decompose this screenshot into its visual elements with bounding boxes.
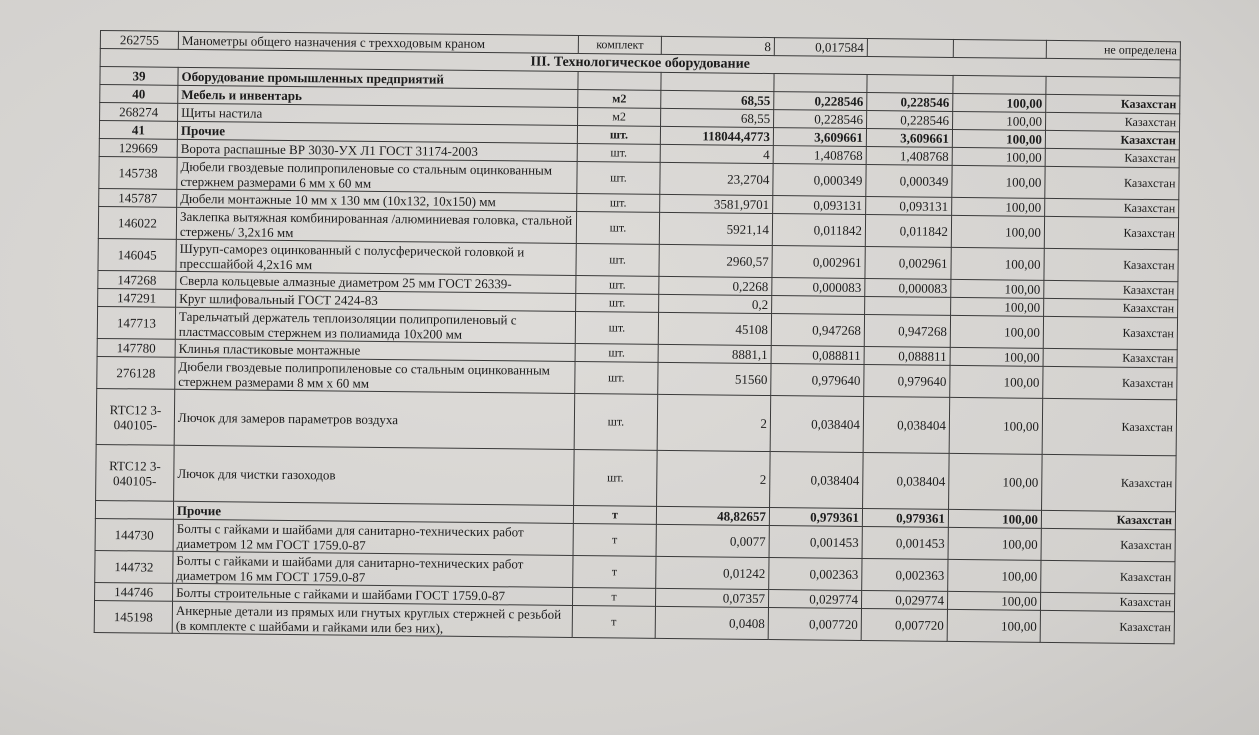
cell-name: Тарельчатый держатель теплоизоляции полипропиленовый с пластмассовым стержнем из полиамида 10х200 мм [175,307,575,343]
cell-quantity: 0,0077 [656,524,769,557]
cell-percent: 100,00 [951,247,1044,280]
equipment-table [94,30,1181,644]
cell-country: Казахстан [1043,348,1177,367]
cell-name: Сверла кольцевые алмазные диаметром 25 мм ГОСТ 26339- [176,271,576,293]
cell-quantity: 0,2 [659,294,772,313]
cell-value-2: 0,007720 [861,609,947,642]
cell-country [1046,76,1180,95]
table-body [94,31,1180,644]
cell-code: 146045 [98,238,176,271]
cell-code: 129669 [99,138,177,157]
cell-quantity: 8881,1 [658,344,771,363]
cell-country: Казахстан [1044,248,1178,281]
cell-percent: 100,00 [951,297,1044,316]
cell-name: Круг шлифовальный ГОСТ 2424-83 [176,289,576,311]
cell-percent: 100,00 [952,147,1045,166]
cell-country: Казахстан [1044,298,1178,317]
cell-value-2: 1,408768 [866,147,952,166]
cell-value-2: 0,228546 [867,93,953,112]
cell-code: 147291 [98,288,176,307]
cell-percent: 100,00 [949,453,1043,510]
cell-quantity: 51560 [658,362,771,395]
cell-unit: м2 [578,90,661,109]
cell-quantity: 3581,9701 [660,194,773,213]
cell-country: Казахстан [1044,280,1178,299]
cell-value-2: 0,000349 [866,165,952,198]
cell-quantity: 4 [660,144,773,163]
cell-name: Дюбели гвоздевые полипропиленовые со стальным оцинкованным стержнем размерами 8 мм х 60 мм [175,357,575,393]
cell-country: Казахстан [1042,454,1177,511]
cell-value-2 [865,297,951,316]
cell-code [95,500,173,519]
cell-value-1: 0,947268 [771,314,864,347]
cell-name: Лючок для чистки газоходов [174,445,575,505]
cell-percent: 100,00 [950,315,1043,348]
cell-country: Казахстан [1041,510,1175,529]
cell-unit: шт. [577,126,660,145]
cell-quantity: 68,55 [661,108,774,127]
section-title: III. Технологическое оборудование [100,49,1180,78]
cell-value-2: 0,038404 [863,397,950,454]
cell-name: Оборудование промышленных предприятий [178,67,578,89]
cell-quantity: 45108 [658,312,771,345]
cell-unit: шт. [576,212,659,245]
cell-name: Прочие [173,501,573,523]
cell-name: Шуруп-саморез оцинкованный с полусферической головкой и прессшайбой 4,2х16 мм [176,239,576,275]
cell-name: Анкерные детали из прямых или гнутых круглых стержней с резьбой (в комплекте с шайбами и гайками или без них), [172,601,572,637]
cell-country: Казахстан [1045,148,1179,167]
cell-percent: 100,00 [952,129,1045,148]
cell-code: 41 [99,121,177,140]
cell-value-1: 0,088811 [771,346,864,365]
cell-name: Ворота распашные ВР 3030-УХ Л1 ГОСТ 31174-2003 [177,139,577,161]
cell-unit: шт. [574,449,658,506]
cell-value-2: 0,228546 [867,111,953,130]
cell-percent: 100,00 [953,111,1046,130]
cell-value-2: 0,002961 [865,247,951,280]
cell-value-2: 0,979361 [862,509,948,528]
cell-country: Казахстан [1045,166,1179,199]
cell-percent: 100,00 [948,509,1041,528]
cell-value-1: 0,011842 [772,214,865,247]
cell-value-1: 0,001453 [769,526,862,559]
cell-name: Прочие [177,121,577,143]
cell-value-1 [772,296,865,315]
cell-quantity: 0,2268 [659,276,772,295]
cell-name: Дюбели гвоздевые полипропиленовые со стальным оцинкованным стержнем размерами 6 мм х 60 мм [177,157,577,193]
cell-name: Манометры общего назначения с трехходовым краном [178,31,578,53]
cell-quantity: 68,55 [661,90,774,109]
cell-unit: шт. [577,162,660,195]
cell-value-1: 0,038404 [770,452,864,509]
cell-quantity: 118044,4773 [660,126,773,145]
cell-percent: 100,00 [948,527,1041,560]
cell-value-1: 0,979361 [769,508,862,527]
cell-unit: т [572,605,655,638]
cell-percent [953,39,1046,58]
cell-name: Болты строительные с гайками и шайбами ГОСТ 1759.0-87 [173,583,573,605]
cell-unit: шт. [575,311,658,344]
cell-unit: шт. [576,293,659,312]
cell-value-1: 0,007720 [768,608,861,641]
cell-value-1: 1,408768 [773,146,866,165]
cell-value-2 [867,75,953,94]
document-sheet [94,30,1181,644]
cell-value-1: 0,002961 [772,246,865,279]
cell-name: Дюбели монтажные 10 мм х 130 мм (10х132, 10х150) мм [177,189,577,211]
cell-value-2: 0,979640 [864,365,950,398]
cell-code: 276128 [97,356,175,389]
cell-percent: 100,00 [951,279,1044,298]
cell-value-1: 0,228546 [774,92,867,111]
cell-code: 144732 [95,550,173,583]
cell-value-2: 0,001453 [862,527,948,560]
cell-country: не определена [1046,40,1180,59]
cell-percent: 100,00 [952,165,1045,198]
cell-code: 40 [100,85,178,104]
cell-country: Казахстан [1040,610,1174,643]
cell-quantity: 48,82657 [656,506,769,525]
cell-value-1: 0,002363 [769,558,862,591]
cell-value-1: 0,038404 [770,396,864,453]
cell-country: Казахстан [1046,94,1180,113]
cell-quantity: 2 [657,394,771,451]
cell-value-2: 0,038404 [863,453,950,510]
cell-country: Казахстан [1043,316,1177,349]
cell-name: Болты с гайками и шайбами для санитарно-технических работ диаметром 16 мм ГОСТ 1759.0-87 [173,551,573,587]
cell-value-2 [867,39,953,58]
cell-percent: 100,00 [947,609,1040,642]
cell-value-2: 0,093131 [866,197,952,216]
cell-country: Казахстан [1043,366,1177,399]
cell-value-1: 0,979640 [771,364,864,397]
cell-percent: 100,00 [947,591,1040,610]
cell-value-2: 0,088811 [864,347,950,366]
cell-percent: 100,00 [949,397,1043,454]
cell-unit: шт. [575,361,658,394]
cell-code: 145738 [99,156,177,189]
cell-unit: шт. [577,144,660,163]
cell-quantity: 5921,14 [659,212,772,245]
cell-quantity: 0,07357 [655,588,768,607]
cell-value-1 [774,74,867,93]
cell-quantity: 23,2704 [660,162,773,195]
cell-code: 144730 [95,518,173,551]
cell-unit: т [573,555,656,588]
cell-name: Лючок для замеров параметров воздуха [174,389,575,449]
cell-code: RTC12 3- 040105- [96,444,175,501]
cell-code: 147780 [97,338,175,357]
cell-percent: 100,00 [953,93,1046,112]
cell-country: Казахстан [1045,198,1179,217]
cell-value-2: 0,002363 [862,559,948,592]
cell-value-1: 0,228546 [774,110,867,129]
cell-unit: т [573,523,656,556]
cell-code: 262755 [100,31,178,50]
cell-quantity: 2960,57 [659,244,772,277]
cell-country: Казахстан [1042,398,1177,455]
cell-unit: м2 [578,108,661,127]
cell-value-1: 0,000349 [773,164,866,197]
cell-country: Казахстан [1041,560,1175,593]
cell-code: 145198 [94,600,172,633]
cell-value-2: 0,029774 [861,591,947,610]
cell-quantity [661,72,774,91]
cell-percent: 100,00 [950,365,1043,398]
cell-code: 268274 [100,103,178,122]
cell-country: Казахстан [1045,130,1179,149]
cell-percent: 100,00 [952,197,1045,216]
cell-name: Заклепка вытяжная комбинированная /алюминиевая головка, стальной стержень/ 3,2х16 мм [176,207,576,243]
cell-value-1: 0,093131 [773,196,866,215]
cell-name: Щиты настила [178,103,578,125]
cell-code: 144746 [95,582,173,601]
cell-unit: шт. [576,275,659,294]
cell-percent: 100,00 [950,347,1043,366]
cell-country: Казахстан [1041,528,1175,561]
cell-name: Мебель и инвентарь [178,85,578,107]
cell-code: RTC12 3- 040105- [96,388,175,445]
cell-name: Клинья пластиковые монтажные [175,339,575,361]
cell-value-2: 0,000083 [865,279,951,298]
cell-unit [578,72,661,91]
cell-country: Казахстан [1046,112,1180,131]
cell-unit: шт. [577,194,660,213]
cell-unit: комплект [578,36,661,55]
cell-code: 39 [100,67,178,86]
cell-unit: шт. [576,243,659,276]
cell-unit: шт. [575,343,658,362]
cell-country: Казахстан [1040,592,1174,611]
cell-value-2: 0,011842 [865,215,951,248]
cell-code: 147268 [98,270,176,289]
cell-percent: 100,00 [948,559,1041,592]
cell-value-2: 0,947268 [864,315,950,348]
cell-unit: шт. [574,393,658,450]
cell-unit: т [573,505,656,524]
cell-quantity: 0,0408 [655,606,768,639]
cell-percent: 100,00 [951,215,1044,248]
cell-quantity: 2 [657,450,771,507]
cell-value-1: 3,609661 [773,128,866,147]
cell-code: 147713 [97,306,175,339]
cell-code: 145787 [99,188,177,207]
cell-quantity: 8 [661,36,774,55]
cell-name: Болты с гайками и шайбами для санитарно-технических работ диаметром 12 мм ГОСТ 1759.0-87 [173,519,573,555]
cell-percent [953,75,1046,94]
cell-unit: т [572,587,655,606]
cell-value-2: 3,609661 [866,129,952,148]
cell-country: Казахстан [1044,216,1178,249]
cell-value-1: 0,017584 [774,38,867,57]
cell-quantity: 0,01242 [656,556,769,589]
cell-value-1: 0,000083 [772,278,865,297]
cell-code: 146022 [98,206,176,239]
cell-value-1: 0,029774 [768,590,861,609]
